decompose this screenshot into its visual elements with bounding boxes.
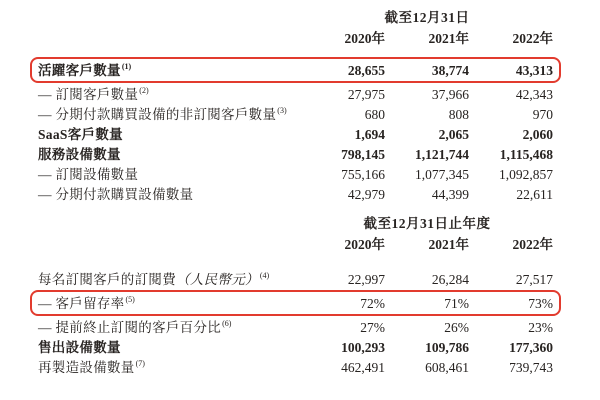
- table-row-subscription-customers: [38, 84, 553, 104]
- footnote-marker: (4): [259, 271, 270, 280]
- cell-2020: 1,694: [354, 126, 385, 142]
- footnote-marker: (5): [125, 295, 135, 304]
- row-label: 活躍客戶數量$^{(1)}$: [38, 62, 132, 78]
- cell-2022: 2,060: [522, 126, 553, 142]
- footnote-marker: (3): [277, 106, 287, 115]
- row-label: — 分期付款購買設備數量: [38, 186, 194, 202]
- cell-2021: 38,774: [431, 62, 469, 78]
- table2-year-2022: 2022年: [512, 237, 553, 252]
- cell-2021: 71%: [444, 295, 469, 311]
- cell-2020: 462,491: [341, 359, 385, 375]
- cell-2022: 23%: [528, 319, 553, 335]
- cell-2021: 26,284: [431, 271, 469, 287]
- cell-2021: 2,065: [438, 126, 469, 142]
- table-row-installment-devices: [38, 184, 553, 204]
- cell-2022: 73%: [528, 295, 553, 311]
- row-label: — 分期付款購買設備的非訂閱客戶數量$^{(3)}$: [38, 106, 287, 122]
- row-label: SaaS客戶數量: [38, 126, 123, 142]
- cell-2020: 22,997: [347, 271, 385, 287]
- table-row-subscription-fee: [38, 269, 553, 289]
- table1-rows: [38, 57, 553, 204]
- cell-2022: 970: [532, 106, 553, 122]
- cell-2020: 28,655: [347, 62, 385, 78]
- cell-2022: 1,092,857: [499, 166, 553, 182]
- row-label: 再製造設備數量$^{(7)}$: [38, 359, 145, 375]
- row-label-currency: （人民幣元）: [176, 271, 259, 287]
- subscription-metrics-table: [38, 216, 553, 377]
- row-label: — 訂閱客戶數量$^{(2)}$: [38, 86, 149, 102]
- cell-2020: 42,979: [347, 186, 385, 202]
- cell-2021: 608,461: [425, 359, 469, 375]
- table-row-customer-retention-rate: [30, 290, 561, 316]
- footnote-marker: (1): [121, 62, 132, 71]
- cell-2020: 100,293: [341, 339, 385, 355]
- cell-2020: 680: [364, 106, 385, 122]
- cell-2021: 109,786: [425, 339, 469, 355]
- cell-2022: 27,517: [515, 271, 553, 287]
- cell-2021: 1,077,345: [415, 166, 469, 182]
- table2-rows: [38, 269, 553, 377]
- table-row-devices-sold: [38, 337, 553, 357]
- table-row-devices-in-service: [38, 144, 553, 164]
- cell-2022: 43,313: [515, 62, 553, 78]
- table1-year-2021: 2021年: [428, 31, 469, 46]
- cell-2020: 27%: [360, 319, 385, 335]
- table1-year-2022: 2022年: [512, 31, 553, 46]
- customer-metrics-table: [38, 10, 553, 204]
- cell-2021: 44,399: [431, 186, 469, 202]
- cell-2021: 808: [448, 106, 469, 122]
- table1-year-row: [301, 30, 553, 47]
- row-label: — 客戶留存率$^{(5)}$: [38, 295, 135, 311]
- row-label: — 提前終止訂閱的客戶百分比$^{(6)}$: [38, 319, 232, 335]
- table2-year-2021: 2021年: [428, 237, 469, 252]
- row-label: 每名訂閱客戶的訂閱費（人民幣元）$^{(4)}$: [38, 271, 270, 287]
- cell-2020: 755,166: [341, 166, 385, 182]
- table-row-early-termination-percentage: [38, 317, 553, 337]
- table-row-remanufactured-devices: [38, 357, 553, 377]
- table2-year-row: [301, 236, 553, 253]
- table2-year-2020: 2020年: [344, 237, 385, 252]
- row-label: 售出設備數量: [38, 339, 121, 355]
- cell-2020: 798,145: [341, 146, 385, 162]
- row-label: 服務設備數量: [38, 146, 121, 162]
- cell-2020: 27,975: [347, 86, 385, 102]
- table1-period-header: 截至12月31日: [384, 10, 470, 25]
- cell-2022: 42,343: [515, 86, 553, 102]
- cell-2020: 72%: [360, 295, 385, 311]
- table1-column-header: [38, 10, 553, 47]
- table-row-installment-nonsub-customers: [38, 104, 553, 124]
- table-row-active-customers: [30, 57, 561, 83]
- cell-2022: 1,115,468: [499, 146, 553, 162]
- table2-period-header: 截至12月31日止年度: [363, 216, 491, 231]
- footnote-marker: (2): [139, 86, 149, 95]
- footnote-marker: (7): [135, 359, 145, 368]
- cell-2021: 37,966: [431, 86, 469, 102]
- cell-2022: 177,360: [509, 339, 553, 355]
- table-row-saas-customers: [38, 124, 553, 144]
- row-label: — 訂閱設備數量: [38, 166, 139, 182]
- table-row-subscription-devices: [38, 164, 553, 184]
- cell-2021: 26%: [444, 319, 469, 335]
- cell-2022: 739,743: [509, 359, 553, 375]
- cell-2022: 22,611: [516, 186, 553, 202]
- cell-2021: 1,121,744: [415, 146, 469, 162]
- footnote-marker: (6): [222, 319, 232, 328]
- table2-column-header: [38, 216, 553, 253]
- table1-year-2020: 2020年: [344, 31, 385, 46]
